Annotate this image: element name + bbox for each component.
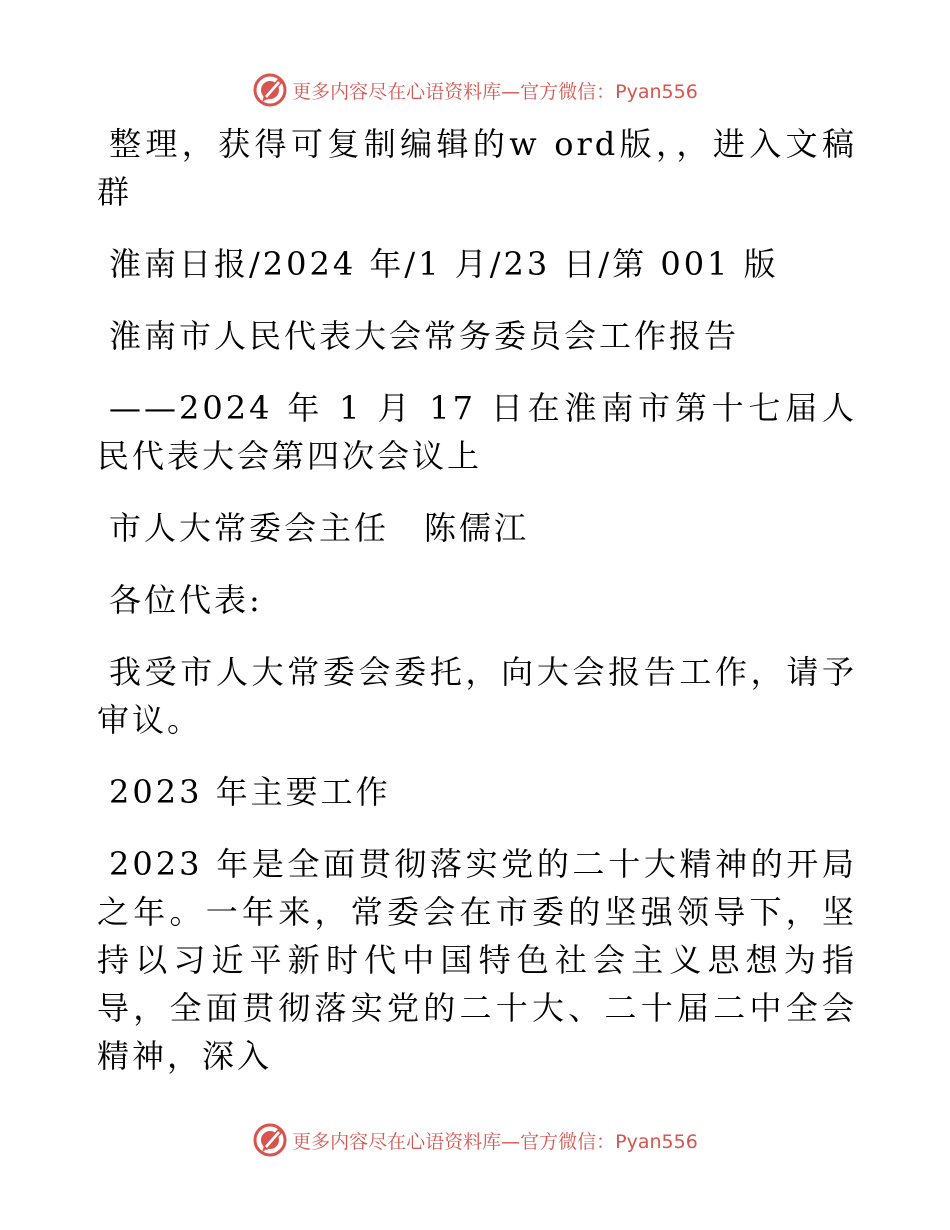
pen-logo-icon xyxy=(252,72,288,108)
footer-watermark xyxy=(0,1122,950,1158)
paragraph: 整理，获得可复制编辑的w ord版，，进入文稿群 xyxy=(97,125,857,211)
paragraph: 淮南日报/2024 年/1 月/23 日/第 001 版 xyxy=(109,245,779,283)
paragraph: 市人大常委会主任 陈儒江 xyxy=(109,509,530,547)
paragraph: 2023 年是全面贯彻落实党的二十大精神的开局之年。一年来，常委会在市委的坚强领导下，坚持以习近平新时代中国特色社会主义思想为指导，全面贯彻落实党的二十大、二十届二中全会精神，深入 xyxy=(97,845,857,1075)
pen-logo-icon xyxy=(252,1122,288,1158)
document-body xyxy=(97,120,857,1080)
watermark-text: 更多内容尽在心语资料库—官方微信：Pyan556 xyxy=(292,1130,698,1153)
header-watermark xyxy=(0,72,950,108)
paragraph: 淮南市人民代表大会常务委员会工作报告 xyxy=(109,317,740,355)
watermark-text: 更多内容尽在心语资料库—官方微信：Pyan556 xyxy=(292,80,698,103)
paragraph: 各位代表: xyxy=(109,581,263,619)
paragraph: 2023 年主要工作 xyxy=(109,773,391,811)
paragraph: ——2024 年 1 月 17 日在淮南市第十七届人民代表大会第四次会议上 xyxy=(97,389,857,475)
paragraph: 我受市人大常委会委托，向大会报告工作，请予审议。 xyxy=(97,653,857,739)
